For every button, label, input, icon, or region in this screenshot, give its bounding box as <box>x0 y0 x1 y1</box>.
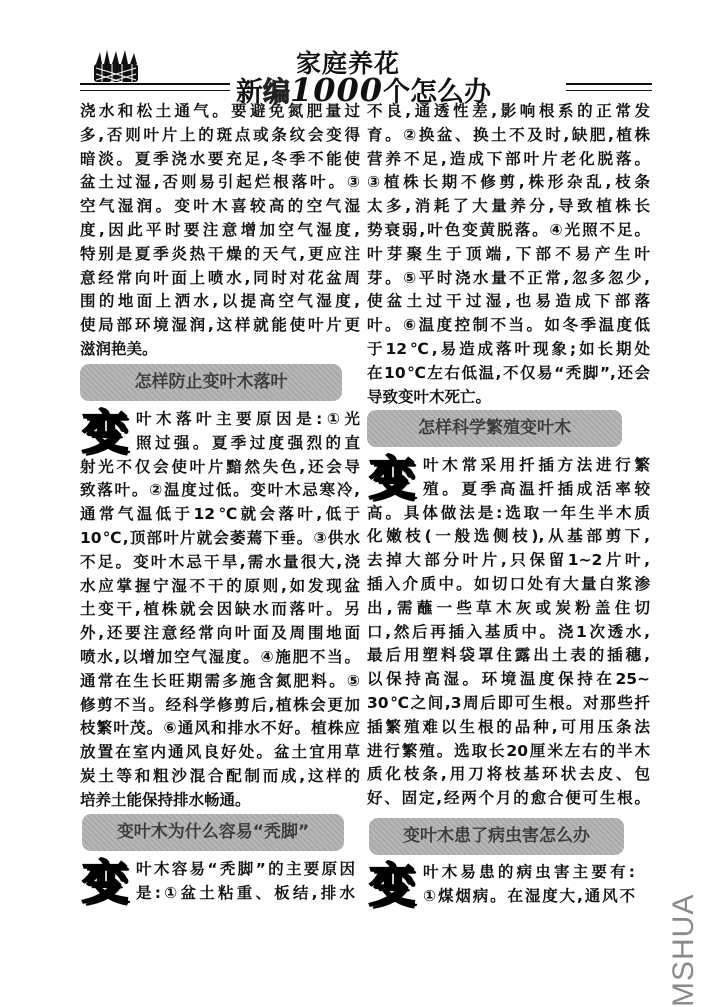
text-line: 育。②换盆、换土不及时,缺肥,植株 <box>367 125 650 144</box>
drop-cap: 变 <box>82 405 128 459</box>
text-line: 使盆土过干过湿,也易造成下部落 <box>367 292 650 311</box>
text-line: 放置在室内通风良好处。盆土宜用草 <box>80 743 360 762</box>
section-heading: 变叶木患了病虫害怎么办 <box>369 818 624 855</box>
text-line: 太多,消耗了大量养分,导致植株长 <box>367 197 650 216</box>
text-line: 致落叶。②温度过低。变叶木忌寒冷, <box>80 481 360 500</box>
title-number: 1000 <box>290 71 384 109</box>
drop-cap: 变 <box>369 451 415 505</box>
text-line: 化嫩枝(一般选侧枝),从基部剪下, <box>367 527 650 546</box>
text-line: 叶木易患的病虫害主要有: <box>423 863 635 881</box>
text-line: 高。具体做法是:选取一年生半木质 <box>367 503 650 522</box>
text-line: 空气湿润。变叶木喜较高的空气湿 <box>80 197 360 216</box>
text-line: 通常在生长旺期需多施含氮肥料。⑤ <box>80 671 360 690</box>
text-line: 射光不仅会使叶片黯然失色,还会导 <box>80 457 360 476</box>
text-line: 不良,通透性差,影响根系的正常发 <box>367 102 650 120</box>
text-line: 去掉大部分叶片,只保留1~2片叶, <box>367 551 650 570</box>
text-line: 势衰弱,叶色变黄脱落。④光照不足。 <box>367 220 650 239</box>
text-line: 水应掌握宁湿不干的原则,如发现盆 <box>80 576 360 595</box>
text-line: 以保持高湿。环境温度保持在25~ <box>367 670 650 689</box>
text-line: 叶木容易“秃脚”的主要原因 <box>136 860 355 878</box>
text-line: 外,还要注意经常向叶面及周围地面 <box>80 624 360 643</box>
title-prefix-1: 新 <box>236 77 263 108</box>
text-line: 营养不足,造成下部叶片老化脱落。 <box>367 149 650 168</box>
text-line: 多,否则叶片上的斑点或条纹会变得 <box>80 125 360 144</box>
text-line: 最后用塑料袋罩住露出土表的插穗, <box>367 646 650 665</box>
text-line: 是:①盆土粘重、板结,排水 <box>136 883 355 902</box>
text-line: 使局部环境湿润,这样就能使叶片更 <box>80 316 360 335</box>
watermark: MSHUA <box>667 893 700 1007</box>
text-line: 叶木常采用扦插方法进行繁 <box>423 456 650 474</box>
text-line: ③植株长期不修剪,株形杂乱,枝条 <box>367 173 650 192</box>
text-line: 不足。变叶木忌干旱,需水量很大,浇 <box>80 552 360 571</box>
section-heading: 怎样科学繁殖变叶木 <box>367 410 622 447</box>
text-line: 照过强。夏季过度强烈的直 <box>136 433 360 452</box>
text-line: 通常气温低于12℃就会落叶,低于 <box>80 505 360 524</box>
text-line: 叶。⑥温度控制不当。如冬季温度低 <box>367 316 650 335</box>
text-line: 叶木落叶主要原因是:①光 <box>136 410 360 428</box>
book-title <box>236 44 596 109</box>
text-line: 在10℃左右低温,不仅易“秃脚”,还会 <box>367 363 650 382</box>
text-line: 土变干,植株就会因缺水而落叶。另 <box>80 600 360 619</box>
right-intro <box>367 100 650 409</box>
text-line: 于12℃,易造成落叶现象;如长期处 <box>367 339 650 358</box>
drop-cap: 变 <box>82 855 128 909</box>
text-line: 质化枝条,用刀将枝基环状去皮、包 <box>367 765 650 784</box>
text-line: 度,因此平时要注意增加空气湿度, <box>80 220 360 239</box>
section-body <box>80 855 355 909</box>
title-suffix: 个怎么办 <box>383 77 492 108</box>
text-line: 枝繁叶茂。⑥通风和排水不好。植株应 <box>80 719 360 738</box>
text-line: 插入介质中。如切口处有大量白浆渗 <box>367 574 650 593</box>
flower-basket-logo-icon <box>92 50 140 84</box>
text-line: 特别是夏季炎热干燥的天气,更应注 <box>80 244 360 263</box>
text-line: 出,需蘸一些草木灰或炭粉盖住切 <box>367 598 650 617</box>
text-line: 滋润艳美。 <box>80 339 158 358</box>
text-line: 喷水,以增加空气湿度。④施肥不当。 <box>80 647 360 666</box>
text-line: ①煤烟病。在湿度大,通风不 <box>423 886 635 905</box>
text-line: 浇水和松土通气。要避免氮肥量过 <box>80 102 360 120</box>
title-top: 家庭养花 <box>296 49 401 78</box>
text-line: 芽。⑤平时浇水量不正常,忽多忽少, <box>367 268 650 287</box>
header-rule-left <box>80 83 230 91</box>
text-line: 好、固定,经两个月的愈合便可生根。 <box>367 789 650 808</box>
text-line: 炭土等和粗沙混合配制而成,这样的 <box>80 766 360 785</box>
section-heading: 变叶木为什么容易“秃脚” <box>82 814 344 851</box>
text-line: 导致变叶木死亡。 <box>367 387 492 406</box>
text-line: 培养土能保持排水畅通。 <box>80 790 251 809</box>
text-line: 殖。夏季高温扦插成活率较 <box>423 479 650 498</box>
section-body <box>367 451 650 811</box>
text-line: 意经常向叶面上喷水,同时对花盆周 <box>80 268 360 287</box>
drop-cap: 变 <box>369 858 415 912</box>
section-body <box>367 858 635 912</box>
text-line: 围的地面上洒水,以提高空气湿度, <box>80 292 360 311</box>
left-intro <box>80 100 360 362</box>
section-heading: 怎样防止变叶木落叶 <box>80 364 342 401</box>
text-line: 盆土过湿,否则易引起烂根落叶。③ <box>80 173 360 192</box>
text-line: 叶芽聚生于顶端,下部不易产生叶 <box>367 244 650 263</box>
section-body <box>80 405 360 813</box>
text-line: 修剪不当。经科学修剪后,植株会更加 <box>80 695 360 714</box>
text-line: 口,然后再插入基质中。浇1次透水, <box>367 622 650 641</box>
text-line: 进行繁殖。选取长20厘米左右的半木 <box>367 741 650 760</box>
text-line: 10℃,顶部叶片就会萎蔫下垂。③供水 <box>80 528 360 547</box>
title-prefix-2: 编 <box>263 77 290 108</box>
text-line: 暗淡。夏季浇水要充足,冬季不能使 <box>80 149 360 168</box>
text-line: 30℃之间,3周后即可生根。对那些扦 <box>367 693 650 712</box>
text-line: 插繁殖难以生根的品种,可用压条法 <box>367 717 650 736</box>
